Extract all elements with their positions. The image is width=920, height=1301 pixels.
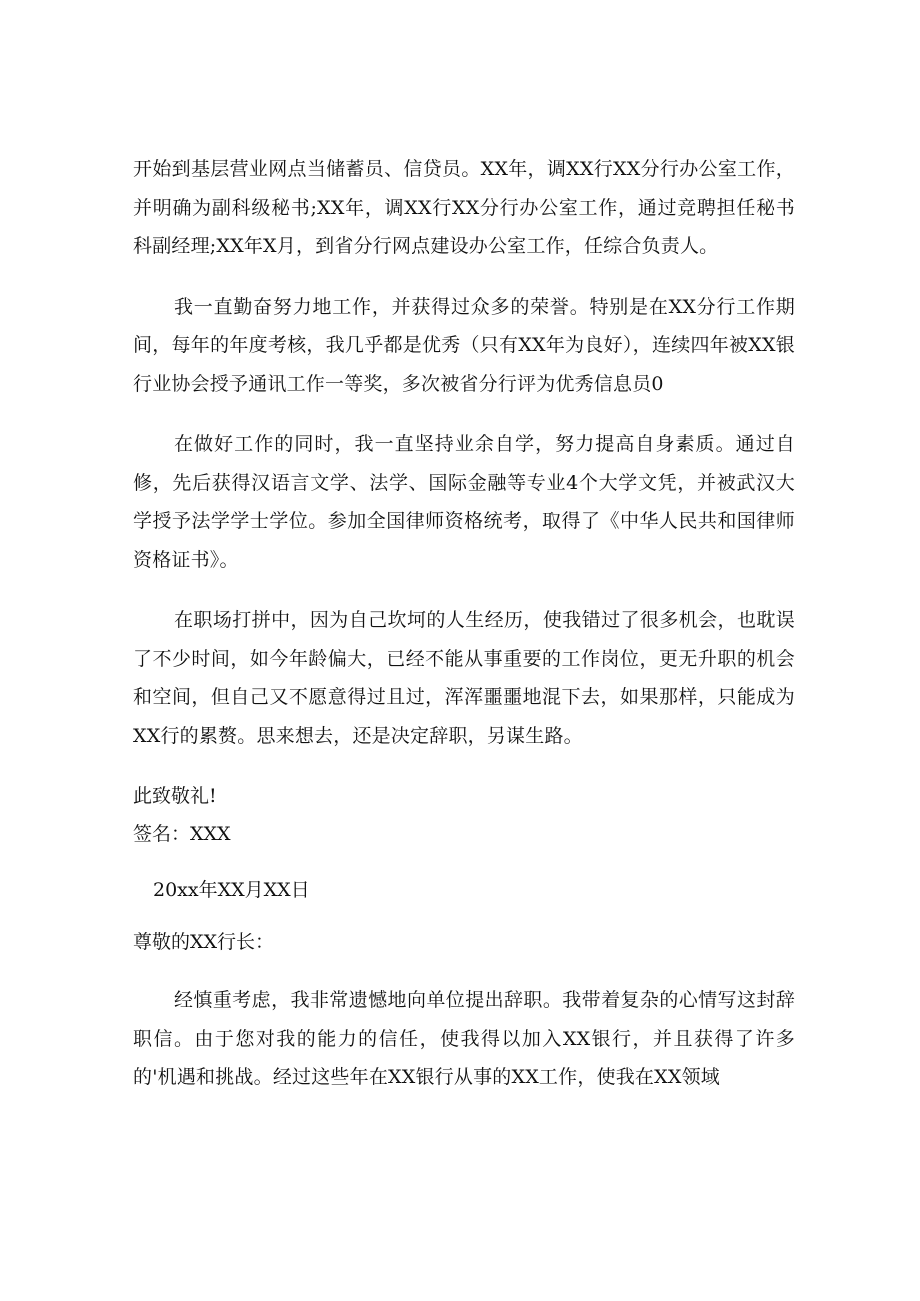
paragraph-letter-opening: 经慎重考虑，我非常遗憾地向单位提出辞职。我带着复杂的心情写这封辞职信。由于您对我的能力的信任，使我得以加入XX银行，并且获得了许多的'机遇和挑战。经过这些年在XX银行从事的XX工作，使我在XX领域: [133, 989, 795, 1088]
date-line: 20xx年XX月XX日: [153, 879, 310, 901]
document-page: [133, 150, 795, 1119]
paragraph-career-history: 开始到基层营业网点当储蓄员、信贷员。XX年，调XX行XX分行办公室工作，并明确为副科级秘书;XX年，调XX行XX分行办公室工作，通过竞聘担任秘书科副经理;XX年X月，到省分行网点建设办公室工作，任综合负责人。: [133, 158, 795, 257]
signature-line: 签名：XXX: [133, 823, 231, 845]
closing-salutation: 此致敬礼!: [133, 785, 217, 807]
paragraph-self-study: 在做好工作的同时，我一直坚持业余自学，努力提高自身素质。通过自修，先后获得汉语言文学、法学、国际金融等专业4个大学文凭，并被武汉大学授予法学学士学位。参加全国律师资格统考，取得了《中华人民共和国律师资格证书》。: [133, 433, 795, 571]
paragraph-resignation-reason: 在职场打拼中，因为自己坎坷的人生经历，使我错过了很多机会，也耽误了不少时间，如今年龄偏大，已经不能从事重要的工作岗位，更无升职的机会和空间，但自己又不愿意得过且过，浑浑噩噩地混下去，如果那样，只能成为XX行的累赘。思来想去，还是决定辞职，另谋生路。: [133, 609, 795, 747]
letter-greeting: 尊敬的XX行长：: [133, 931, 275, 953]
paragraph-honors: 我一直勤奋努力地工作，并获得过众多的荣誉。特别是在XX分行工作期间，每年的年度考核，我几乎都是优秀（只有XX年为良好），连续四年被XX银行业协会授予通讯工作一等奖，多次被省分行评为优秀信息员0: [133, 295, 795, 395]
